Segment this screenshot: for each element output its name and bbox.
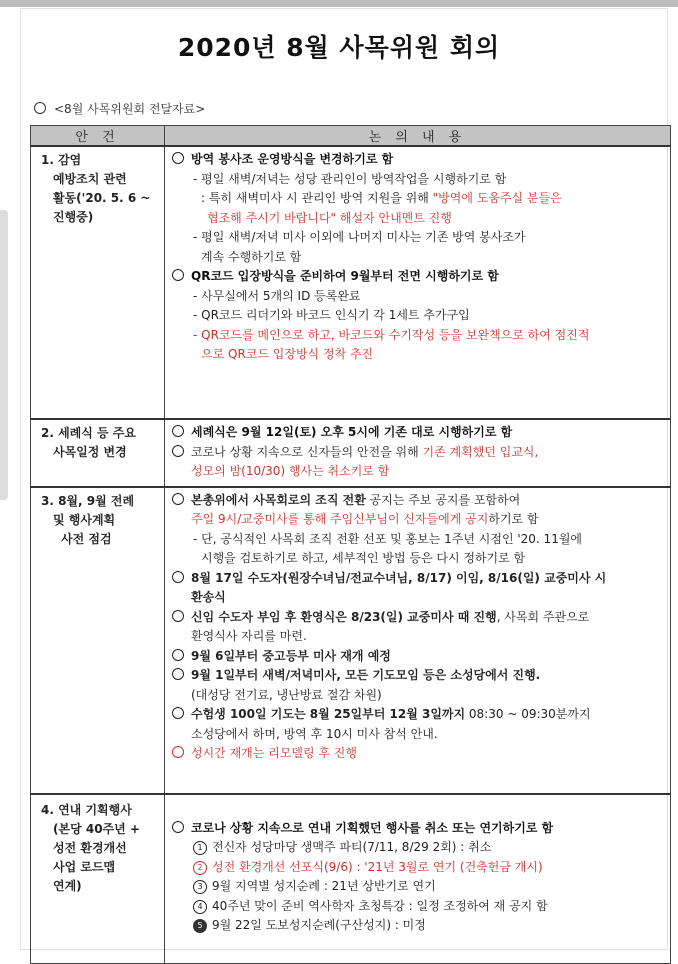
list-item-text: 9월 22일 도보성지순례(구산성지) : 미정: [212, 918, 426, 932]
section-heading: [171, 150, 664, 170]
highlight-text: 기존 계획했던 입교식,: [422, 444, 539, 459]
side-scroll-handle[interactable]: [0, 210, 8, 500]
number-5-icon: 5: [193, 919, 207, 933]
header-content: 논 의 내 용: [165, 126, 671, 147]
number-3-icon: 3: [193, 880, 207, 894]
highlight-text: 주일 9시/교중미사를 통해 주임신부님이 신자들에게 공지: [191, 512, 489, 526]
circle-bullet-icon: [172, 610, 184, 622]
text-span: , 사목회 주관으로: [496, 609, 590, 624]
heading-text: 코로나 상황 지속으로 연내 기획했던 행사를 취소 또는 연기하기로 함: [191, 820, 554, 835]
circle-bullet-icon: [172, 152, 184, 164]
highlight-text: "방역에 도움주실 분들은: [432, 191, 562, 205]
list-item-text: 9월 지역별 성지순례 : 21년 상반기로 연기: [212, 879, 436, 893]
meeting-table: [30, 125, 671, 964]
section-heading: [171, 819, 664, 839]
text-line: [171, 569, 664, 589]
content-cell: [165, 487, 671, 794]
content-cell: [165, 794, 671, 964]
highlight-text: 성시간 재개는 리모델링 후 진행: [191, 746, 357, 760]
topic-line: 4. 연내 기획행사: [41, 802, 132, 817]
text-line: [171, 608, 664, 628]
circle-bullet-icon: [172, 821, 184, 833]
text-line: [171, 443, 664, 463]
topic-line: 및 행사계획: [53, 512, 116, 527]
heading-text: QR코드 입장방식을 준비하여 9월부터 전면 시행하기로 함: [191, 269, 499, 283]
text-span: 하기로 함: [488, 512, 539, 526]
subtitle-text: <8월 사목위원회 전달자료>: [54, 102, 206, 116]
circle-bullet-icon: [172, 269, 184, 281]
bold-text: 9월 6일부터 중고등부 미사 재개 예정: [191, 648, 391, 663]
text-line: - 평일 새벽/저녁는 성당 관리인이 방역작업을 시행하기로 함: [193, 171, 507, 186]
topic-line: 사업 로드맵: [53, 859, 116, 874]
topic-line: 3. 8월, 9월 전례: [41, 493, 135, 508]
heading-text: 방역 봉사조 운영방식을 변경하기로 함: [191, 152, 394, 166]
text-line: 소성당에서 하며, 방역 후 10시 미사 참석 안내.: [191, 726, 438, 741]
topic-line: 사목일정 변경: [53, 445, 127, 459]
text-line: - 사무실에서 5개의 ID 등록완료: [193, 288, 361, 303]
table-row: [31, 487, 671, 794]
circle-bullet-icon: [172, 668, 184, 680]
topic-line: 예방조치 관련: [53, 172, 127, 186]
circle-bullet-icon: [172, 493, 184, 505]
topic-cell: [31, 146, 165, 419]
content-cell: [165, 146, 671, 419]
text-line: [171, 189, 664, 209]
circle-bullet-icon: [172, 649, 184, 661]
text-span: : 특히 새벽미사 시 관리인 방역 지원을 위해: [201, 191, 433, 205]
highlight-line: 성모의 밤(10/30) 행사는 취소키로 함: [191, 464, 390, 478]
topic-line: (본당 40주년 +: [53, 821, 140, 836]
list-item: [171, 877, 664, 897]
list-item-text: 40주년 맞이 준비 역사학자 초청특강 : 일정 조정하여 재 공지 함: [212, 898, 548, 913]
heading-text: 세례식은 9월 12일(토) 오후 5시에 기존 대로 시행하기로 함: [191, 425, 513, 439]
list-item-text: 성전 환경개선 선포식(9/6) : '21년 3월로 연기 (건축헌금 개시): [212, 859, 543, 874]
circle-bullet-icon: [34, 102, 46, 114]
list-item: [171, 838, 664, 858]
bold-text: 신임 수도자 부임 후 환영식은 8/23(일) 교중미사 때 진행: [191, 609, 497, 624]
bold-text: 본총위에서 사목회로의 조직 전환: [191, 492, 366, 507]
text-span: 코로나 상황 지속으로 신자들의 안전을 위해: [191, 444, 423, 459]
topic-line: 성전 환경개선: [53, 840, 127, 855]
number-4-icon: 4: [193, 900, 207, 914]
table-row: [31, 794, 671, 964]
topic-line: 사전 점검: [61, 531, 112, 546]
top-edge-bar: [0, 0, 678, 7]
section-heading: [171, 423, 664, 443]
circle-bullet-icon: [172, 707, 184, 719]
highlight-line: 협조해 주시기 바랍니다" 해설자 안내멘트 진행: [207, 210, 452, 225]
text-line: - 단, 공식적인 사목회 조직 전환 선포 및 홍보는 1주년 시점인 '20. 11월에: [193, 531, 583, 546]
topic-line: 활동('20. 5. 6 ~: [53, 191, 151, 205]
text-line: 계속 수행하기로 함: [201, 249, 302, 264]
table-row: [31, 419, 671, 487]
circle-bullet-icon: [172, 425, 184, 437]
list-item: [171, 916, 664, 936]
table-row: [31, 146, 671, 419]
number-1-icon: 1: [193, 841, 207, 855]
highlight-line: 으로 QR코드 입장방식 정착 추진: [201, 347, 374, 361]
text-span: 08:30 ~ 09:30분까지: [465, 707, 591, 721]
bold-text: 8월 17일 수도자(원장수녀님/전교수녀님, 8/17) 이임, 8/16(일) 교중미사 시: [191, 570, 607, 585]
text-line: 시행을 검토하기로 하고, 세부적인 방법 등은 다시 정하기로 함: [201, 551, 526, 565]
list-item: [171, 897, 664, 917]
topic-cell: [31, 794, 165, 964]
topic-line: 1. 감염: [41, 153, 82, 167]
text-line: [171, 510, 664, 530]
section-heading: [171, 267, 664, 287]
text-line: [171, 705, 664, 725]
number-2-icon: 2: [193, 861, 207, 875]
circle-bullet-icon: [172, 746, 184, 758]
bold-text: 환송식: [191, 590, 226, 604]
bold-text: 9월 1일부터 새벽/저녁미사, 모든 기도모임 등은 소성당에서 진행.: [191, 668, 541, 682]
list-item: [171, 858, 664, 878]
text-line: - 평일 새벽/저녁 미사 이외에 나머지 미사는 기존 방역 봉사조가: [193, 230, 526, 244]
bold-text: 수험생 100일 기도는 8월 25일부터 12월 3일까지: [191, 707, 466, 721]
content-cell: [165, 419, 671, 487]
topic-line: 진행중): [53, 210, 94, 224]
text-line: - QR코드 리더기와 바코드 인식기 각 1세트 추가구입: [193, 308, 470, 322]
text-line: [171, 491, 664, 511]
topic-cell: [31, 487, 165, 794]
topic-cell: [31, 419, 165, 487]
highlight-line: - QR코드를 메인으로 하고, 바코드와 수기작성 등을 보완책으로 하여 점진적: [193, 327, 590, 342]
text-span: 공지는 주보 공지를 포함하여: [365, 492, 521, 507]
page-title: 2020년 8월 사목위원 회의: [177, 33, 501, 62]
header-agenda: 안 건: [31, 126, 165, 147]
highlight-line: [171, 744, 664, 764]
text-line: [171, 647, 664, 667]
text-line: (대성당 전기료, 냉난방료 절감 차원): [191, 687, 382, 702]
text-line: [171, 588, 664, 608]
subtitle: [34, 100, 205, 117]
circle-bullet-icon: [172, 571, 184, 583]
list-item-text: 전신자 성당마당 생맥주 파티(7/11, 8/29 2회) : 취소: [212, 840, 492, 854]
topic-line: 연계): [53, 878, 82, 893]
topic-line: 2. 세례식 등 주요: [41, 426, 136, 440]
circle-bullet-icon: [172, 445, 184, 457]
text-line: 환영식사 자리를 마련.: [191, 629, 307, 643]
text-line: [171, 666, 664, 686]
